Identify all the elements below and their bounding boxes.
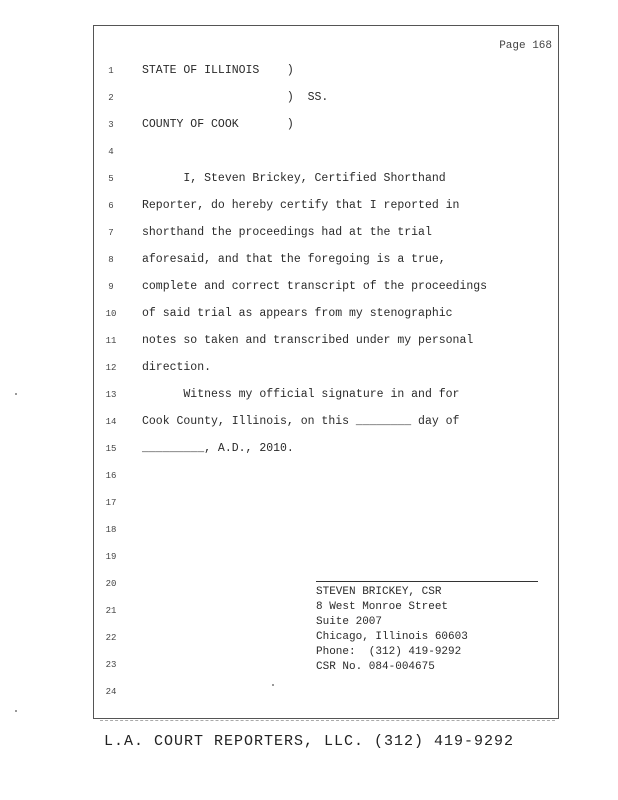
line-number: 2 — [108, 93, 114, 103]
line-number: 24 — [105, 687, 117, 697]
line-number: 3 — [108, 120, 114, 130]
line-number: 8 — [108, 255, 114, 265]
line-number: 9 — [108, 282, 114, 292]
line-text: complete and correct transcript of the proceedings — [142, 280, 488, 293]
line-number: 7 — [108, 228, 114, 238]
line-number: 11 — [105, 336, 117, 346]
scan-artifact-line — [100, 720, 555, 721]
line-number: 6 — [108, 201, 114, 211]
line-number: 23 — [105, 660, 117, 670]
line-text: STATE OF ILLINOIS ) — [142, 64, 294, 77]
line-number: 15 — [105, 444, 117, 454]
footer-firm: L.A. COURT REPORTERS, LLC. (312) 419-9292 — [103, 733, 515, 750]
signature-line — [316, 581, 538, 582]
csr-number: CSR No. 084-004675 — [316, 661, 435, 673]
line-text: direction. — [142, 361, 212, 374]
line-text: _________, A.D., 2010. — [142, 442, 294, 455]
line-number: 5 — [108, 174, 114, 184]
line-number: 14 — [105, 417, 117, 427]
scan-speck — [15, 710, 17, 712]
line-text: I, Steven Brickey, Certified Shorthand — [142, 172, 446, 185]
line-number: 4 — [108, 147, 114, 157]
reporter-name: STEVEN BRICKEY, CSR — [316, 586, 442, 598]
line-text: Witness my official signature in and for — [142, 388, 460, 401]
line-text: ) SS. — [142, 91, 329, 104]
line-text: shorthand the proceedings had at the trial — [142, 226, 432, 239]
line-number: 1 — [108, 66, 114, 76]
address-suite: Suite 2007 — [316, 616, 383, 628]
line-number: 21 — [105, 606, 117, 616]
scan-speck — [15, 393, 17, 395]
line-text: COUNTY OF COOK ) — [142, 118, 294, 131]
line-text: Cook County, Illinois, on this ________ day of — [142, 415, 460, 428]
transcript-page — [93, 25, 559, 719]
line-number: 22 — [105, 633, 117, 643]
line-text: Reporter, do hereby certify that I reported in — [142, 199, 460, 212]
line-text: aforesaid, and that the foregoing is a true, — [142, 253, 446, 266]
line-text: of said trial as appears from my stenographic — [142, 307, 453, 320]
line-number: 10 — [105, 309, 117, 319]
address-city: Chicago, Illinois 60603 — [316, 631, 468, 643]
line-number: 16 — [105, 471, 117, 481]
line-number: 20 — [105, 579, 117, 589]
address-street: 8 West Monroe Street — [316, 601, 449, 613]
phone: Phone: (312) 419-9292 — [316, 646, 462, 658]
page-number: Page 168 — [499, 40, 552, 52]
signature-block — [316, 585, 468, 675]
line-number: 12 — [105, 363, 117, 373]
line-number: 13 — [105, 390, 117, 400]
line-number: 19 — [105, 552, 117, 562]
line-number: 17 — [105, 498, 117, 508]
line-number: 18 — [105, 525, 117, 535]
line-text: notes so taken and transcribed under my personal — [142, 334, 474, 347]
